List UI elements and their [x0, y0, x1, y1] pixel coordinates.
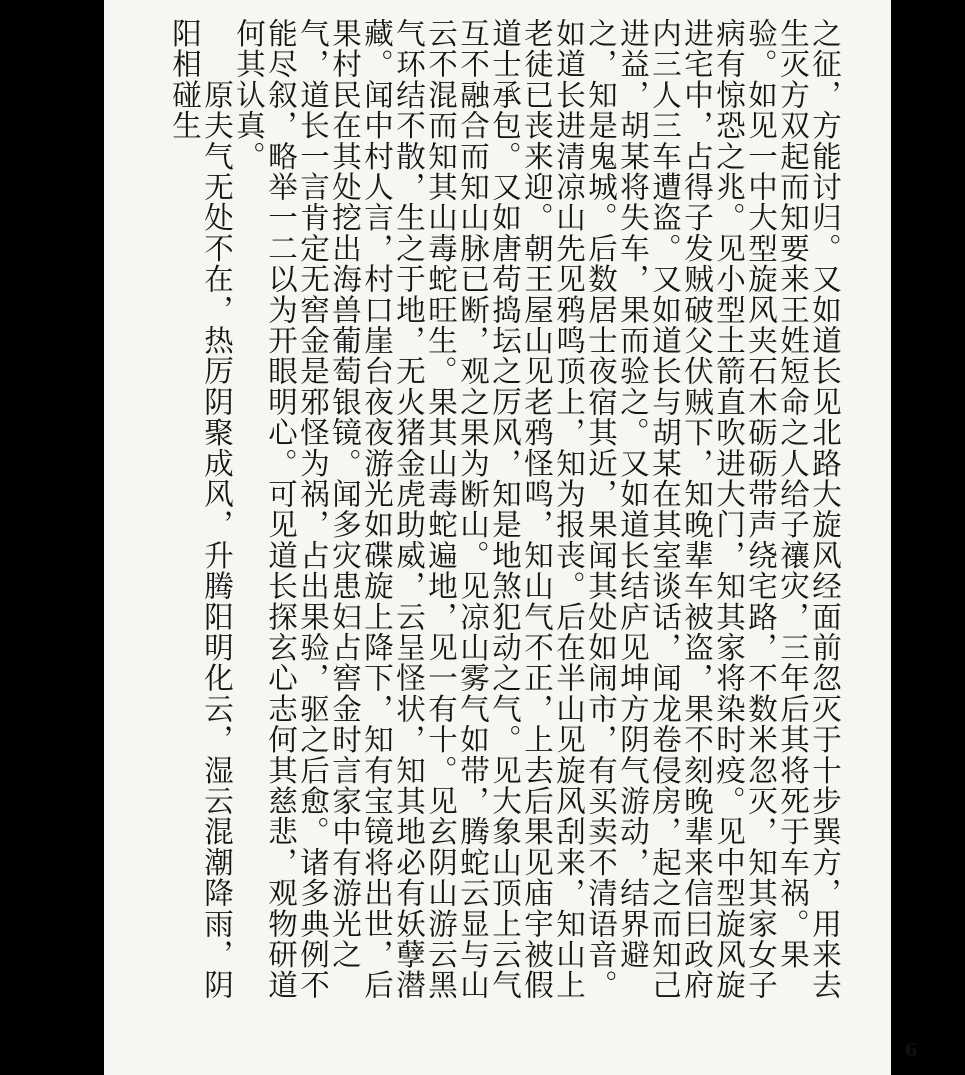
page-number: 6 [905, 1040, 918, 1061]
paragraph-2: 原夫气无处不在，热厉阴聚成风，升腾阳明化云，湿云混潮降雨，阴阳相碰生 [168, 18, 234, 1001]
vertical-text-body [169, 18, 841, 1028]
book-page [104, 0, 918, 1075]
paragraph-1: 之征，方能讨归。又如道长见北路大旋风经面前忽灭于十步巽方，用来去生灭方双起而知要来王姓短命之人给子禳灾，三年后其将死于车祸。果验。如见一中大型旋风夹石木砺砺带声绕宅路，不数米忽灭，知其家女子病有惊恐之兆。见小型土箭直吹进大门，知其家将染时疫。见中型旋风旋进宅中，占得子发贼破父伏贼下，知晚辈车被盗，果不刻晚辈来信曰政府内三人三车遭盗。又如道长与胡某在其室谈话，闻龙卷侵房，起之而知己进益，胡某将失车，果而验之。又如道长结庐见坤方阴气游动，结界避之，知是鬼城。后数居士夜宿其近，果闻其处如闹市，有买卖不清语音。如道长进清凉山先见鸦鸣顶上，知为报丧。后在半山见旋风刮来，知山上老徒已丧来迎。朝王屋山见老鸦怪鸣，知山气不正，上去后果见庙宇被假道士承包。又如唐苟捣坛之厉风，知是地煞犯动之气。见大象山顶上云气互不融合而知山脉已断，观之果为断山。见凉山雾气如带，腾蛇云显与山云不混而知其山毒蛇旺生。果其山毒蛇遍地，见一有十。见玄阴山游云黑气环结不散，生之于地，无火猪金虎助威，云呈怪状，知其地必有妖孽潜藏。闻中村人言，村口崖台夜夜游光如碟旋上降下，知有宝镜将出世，后果村民在其处挖出海兽葡萄银镜。闻多灾患妇占窖金时言家中有游光之气，道长一言肯定无窖金是邪怪为祸，占出果验，驱之后愈。诸多典例不能尽叙，略举一二以为开眼明心。可见道长探玄心志何其慈悲，观物研道何其认真。 [232, 18, 842, 1001]
